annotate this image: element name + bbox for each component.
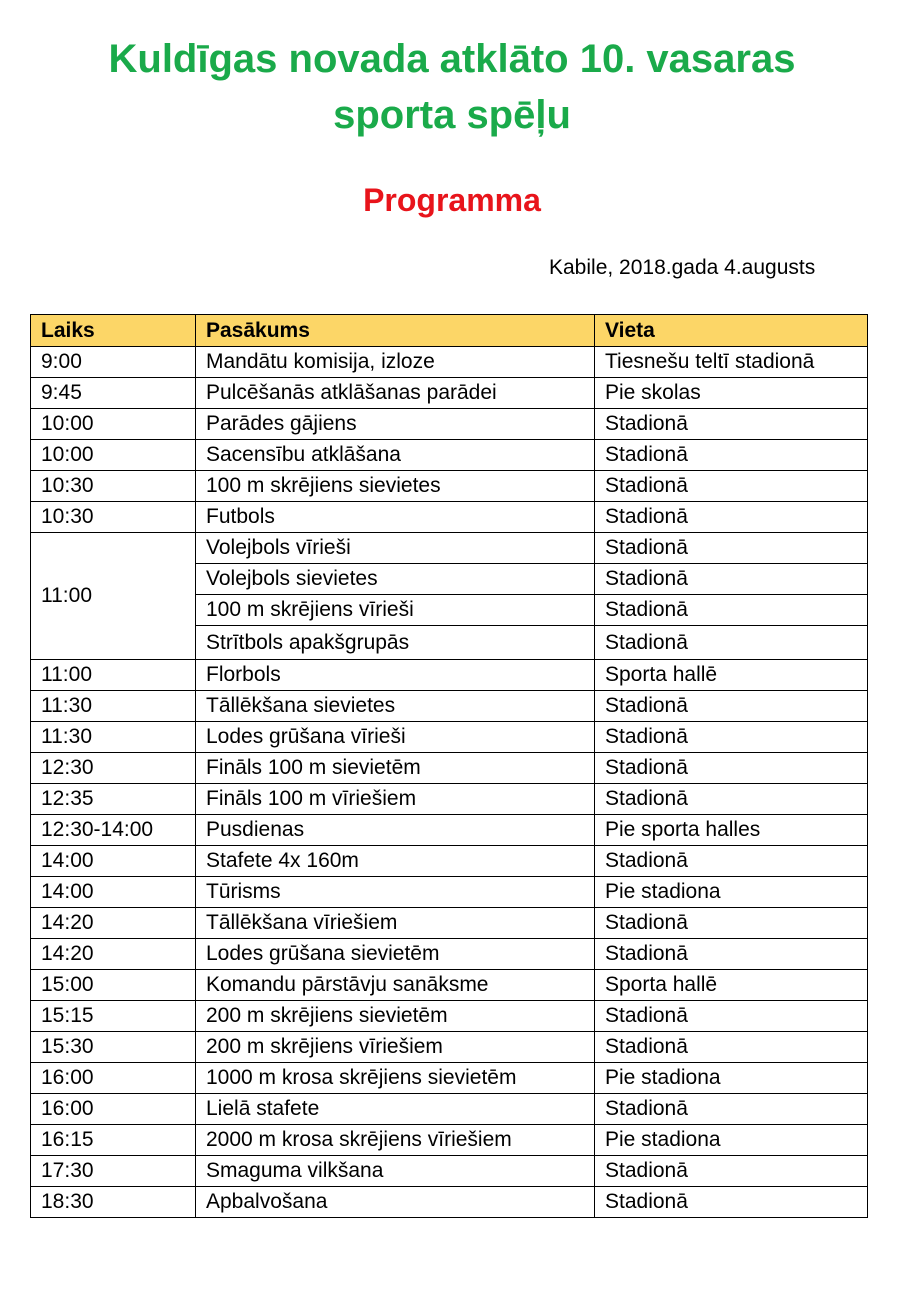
table-row xyxy=(31,347,868,378)
cell-event: Lielā stafete xyxy=(196,1094,595,1125)
table-row xyxy=(31,409,868,440)
header-event: Pasākums xyxy=(196,315,595,347)
cell-place: Sporta hallē xyxy=(595,970,868,1001)
table-row xyxy=(31,440,868,471)
cell-event: Parādes gājiens xyxy=(196,409,595,440)
table-row xyxy=(31,1187,868,1218)
cell-time: 15:30 xyxy=(31,1032,196,1063)
document-subtitle: Programma xyxy=(363,182,541,218)
table-row xyxy=(31,378,868,409)
cell-time: 15:15 xyxy=(31,1001,196,1032)
cell-event: Pusdienas xyxy=(196,815,595,846)
cell-event: Sacensību atklāšana xyxy=(196,440,595,471)
cell-place: Stadionā xyxy=(595,1001,868,1032)
cell-place: Stadionā xyxy=(595,626,868,660)
table-row xyxy=(31,908,868,939)
programme-table-body xyxy=(31,315,868,1218)
cell-event: Strītbols apakšgrupās xyxy=(196,626,595,660)
cell-event: Komandu pārstāvju sanāksme xyxy=(196,970,595,1001)
cell-place: Stadionā xyxy=(595,1032,868,1063)
cell-place: Stadionā xyxy=(595,1156,868,1187)
cell-place: Stadionā xyxy=(595,691,868,722)
cell-time: 12:30 xyxy=(31,753,196,784)
cell-time: 10:30 xyxy=(31,502,196,533)
cell-place: Stadionā xyxy=(595,533,868,564)
table-row xyxy=(31,815,868,846)
cell-event: Futbols xyxy=(196,502,595,533)
cell-event: Lodes grūšana vīrieši xyxy=(196,722,595,753)
table-row xyxy=(31,970,868,1001)
cell-time: 11:00 xyxy=(31,533,196,660)
table-row xyxy=(31,784,868,815)
cell-place: Stadionā xyxy=(595,846,868,877)
place-date: Kabile, 2018.gada 4.augusts xyxy=(549,256,816,279)
cell-event: 2000 m krosa skrējiens vīriešiem xyxy=(196,1125,595,1156)
cell-place: Pie stadiona xyxy=(595,877,868,908)
cell-place: Stadionā xyxy=(595,908,868,939)
cell-time: 10:30 xyxy=(31,471,196,502)
cell-place: Stadionā xyxy=(595,409,868,440)
cell-time: 11:30 xyxy=(31,722,196,753)
table-row xyxy=(31,502,868,533)
cell-place: Stadionā xyxy=(595,1187,868,1218)
header-time: Laiks xyxy=(31,315,196,347)
cell-time: 11:30 xyxy=(31,691,196,722)
document-title-line-1: Kuldīgas novada atklāto 10. vasaras xyxy=(108,37,796,81)
cell-time: 9:00 xyxy=(31,347,196,378)
cell-place: Stadionā xyxy=(595,753,868,784)
table-row xyxy=(31,722,868,753)
cell-place: Pie sporta halles xyxy=(595,815,868,846)
cell-event: 1000 m krosa skrējiens sievietēm xyxy=(196,1063,595,1094)
cell-event: Lodes grūšana sievietēm xyxy=(196,939,595,970)
table-row xyxy=(31,471,868,502)
table-row xyxy=(31,533,868,564)
cell-time: 18:30 xyxy=(31,1187,196,1218)
cell-event: Mandātu komisija, izloze xyxy=(196,347,595,378)
cell-event: Tāllēkšana sievietes xyxy=(196,691,595,722)
cell-event: Volejbols sievietes xyxy=(196,564,595,595)
cell-place: Stadionā xyxy=(595,595,868,626)
cell-time: 14:00 xyxy=(31,846,196,877)
table-row xyxy=(31,1125,868,1156)
cell-time: 15:00 xyxy=(31,970,196,1001)
cell-event: Volejbols vīrieši xyxy=(196,533,595,564)
cell-place: Stadionā xyxy=(595,722,868,753)
cell-time: 10:00 xyxy=(31,440,196,471)
table-row xyxy=(31,1156,868,1187)
table-row xyxy=(31,1063,868,1094)
table-row xyxy=(31,1001,868,1032)
cell-place: Pie skolas xyxy=(595,378,868,409)
cell-event: Fināls 100 m vīriešiem xyxy=(196,784,595,815)
cell-place: Stadionā xyxy=(595,502,868,533)
cell-time: 12:35 xyxy=(31,784,196,815)
cell-time: 14:00 xyxy=(31,877,196,908)
cell-time: 17:30 xyxy=(31,1156,196,1187)
cell-place: Stadionā xyxy=(595,1094,868,1125)
cell-place: Stadionā xyxy=(595,939,868,970)
cell-time: 10:00 xyxy=(31,409,196,440)
cell-place: Pie stadiona xyxy=(595,1125,868,1156)
table-row xyxy=(31,877,868,908)
table-row xyxy=(31,660,868,691)
cell-event: Stafete 4x 160m xyxy=(196,846,595,877)
header-place: Vieta xyxy=(595,315,868,347)
cell-time: 12:30-14:00 xyxy=(31,815,196,846)
cell-event: Tūrisms xyxy=(196,877,595,908)
cell-place: Stadionā xyxy=(595,564,868,595)
programme-table xyxy=(30,314,868,1218)
cell-event: Pulcēšanās atklāšanas parādei xyxy=(196,378,595,409)
cell-event: 200 m skrējiens vīriešiem xyxy=(196,1032,595,1063)
cell-time: 14:20 xyxy=(31,908,196,939)
cell-place: Stadionā xyxy=(595,784,868,815)
cell-place: Stadionā xyxy=(595,440,868,471)
table-row xyxy=(31,691,868,722)
cell-place: Pie stadiona xyxy=(595,1063,868,1094)
cell-time: 16:15 xyxy=(31,1125,196,1156)
table-row xyxy=(31,1032,868,1063)
cell-time: 16:00 xyxy=(31,1063,196,1094)
table-row xyxy=(31,939,868,970)
cell-event: 100 m skrējiens vīrieši xyxy=(196,595,595,626)
cell-event: Smaguma vilkšana xyxy=(196,1156,595,1187)
cell-event: Fināls 100 m sievietēm xyxy=(196,753,595,784)
cell-place: Tiesnešu teltī stadionā xyxy=(595,347,868,378)
cell-event: 100 m skrējiens sievietes xyxy=(196,471,595,502)
document-title-line-2: sporta spēļu xyxy=(333,93,571,137)
cell-event: Tāllēkšana vīriešiem xyxy=(196,908,595,939)
cell-time: 16:00 xyxy=(31,1094,196,1125)
cell-event: 200 m skrējiens sievietēm xyxy=(196,1001,595,1032)
cell-place: Stadionā xyxy=(595,471,868,502)
table-header-row xyxy=(31,315,868,347)
table-row xyxy=(31,753,868,784)
cell-time: 9:45 xyxy=(31,378,196,409)
table-row xyxy=(31,846,868,877)
cell-time: 14:20 xyxy=(31,939,196,970)
cell-place: Sporta hallē xyxy=(595,660,868,691)
cell-event: Apbalvošana xyxy=(196,1187,595,1218)
table-row xyxy=(31,1094,868,1125)
cell-event: Florbols xyxy=(196,660,595,691)
cell-time: 11:00 xyxy=(31,660,196,691)
